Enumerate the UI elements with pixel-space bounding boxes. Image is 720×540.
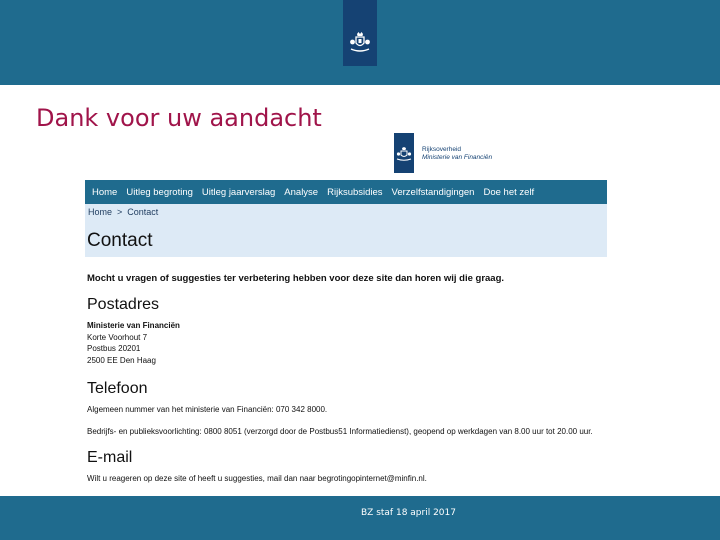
nav-item-home[interactable]: Home xyxy=(92,186,118,198)
breadcrumb-current: Contact xyxy=(127,207,159,217)
logo-line-ministerie: Ministerie van Financiën xyxy=(422,154,493,161)
logo-wordmark xyxy=(422,146,492,162)
nav-item-uitleg-begroting[interactable]: Uitleg begroting xyxy=(126,186,193,198)
contact-intro: Mocht u vragen of suggesties ter verbetering hebben voor deze site dan horen wij die graag. xyxy=(87,273,505,284)
nav-item-analyse[interactable]: Analyse xyxy=(284,186,319,198)
postadres-org: Ministerie van Financiën xyxy=(87,321,180,330)
page-heading: Contact xyxy=(87,230,153,251)
breadcrumb-panel xyxy=(85,204,607,257)
breadcrumb-home-link[interactable]: Home xyxy=(88,207,113,217)
small-coat-of-arms-icon xyxy=(396,147,412,161)
nav-item-doe-het-zelf[interactable]: Doe het zelf xyxy=(483,186,535,198)
postadres-block xyxy=(87,320,180,366)
telefoon-general: Algemeen nummer van het ministerie van Financiën: 070 342 8000. xyxy=(87,405,328,414)
site-nav-bar xyxy=(85,180,607,204)
slide-title: Dank voor uw aandacht xyxy=(36,104,322,132)
postadres-line-1: Korte Voorhout 7 xyxy=(87,332,148,342)
crest-banner xyxy=(343,0,377,66)
slide-footer-band xyxy=(0,496,720,540)
telefoon-heading: Telefoon xyxy=(87,380,148,397)
logo-line-rijksoverheid: Rijksoverheid xyxy=(422,146,462,153)
rijksoverheid-logo-block xyxy=(394,133,414,173)
postadres-line-3: 2500 EE Den Haag xyxy=(87,355,156,365)
postadres-heading: Postadres xyxy=(87,296,160,313)
nav-item-uitleg-jaarverslag[interactable]: Uitleg jaarverslag xyxy=(201,186,276,198)
breadcrumb-separator: > xyxy=(117,207,123,217)
nav-item-rijksubsidies[interactable]: Rijksubsidies xyxy=(327,186,383,198)
postadres-line-2: Postbus 20201 xyxy=(87,344,141,353)
slide-footer-text: BZ staf 18 april 2017 xyxy=(361,508,456,518)
email-heading: E-mail xyxy=(87,449,133,466)
breadcrumb xyxy=(88,207,158,217)
slide-header-band xyxy=(0,0,720,85)
email-text: Wilt u reageren op deze site of heeft u suggesties, mail dan naar begrotingopinternet@minfin.nl. xyxy=(87,474,427,483)
nav-item-verzelfstandigingen[interactable]: Verzelfstandigingen xyxy=(391,186,475,198)
telefoon-info: Bedrijfs- en publieksvoorlichting: 0800 8051 (verzorgd door de Postbus51 Informatiedienst), geopend op werkdagen van 8.00 uur tot 20.00 uur. xyxy=(87,427,593,436)
royal-coat-of-arms-icon xyxy=(349,31,371,53)
